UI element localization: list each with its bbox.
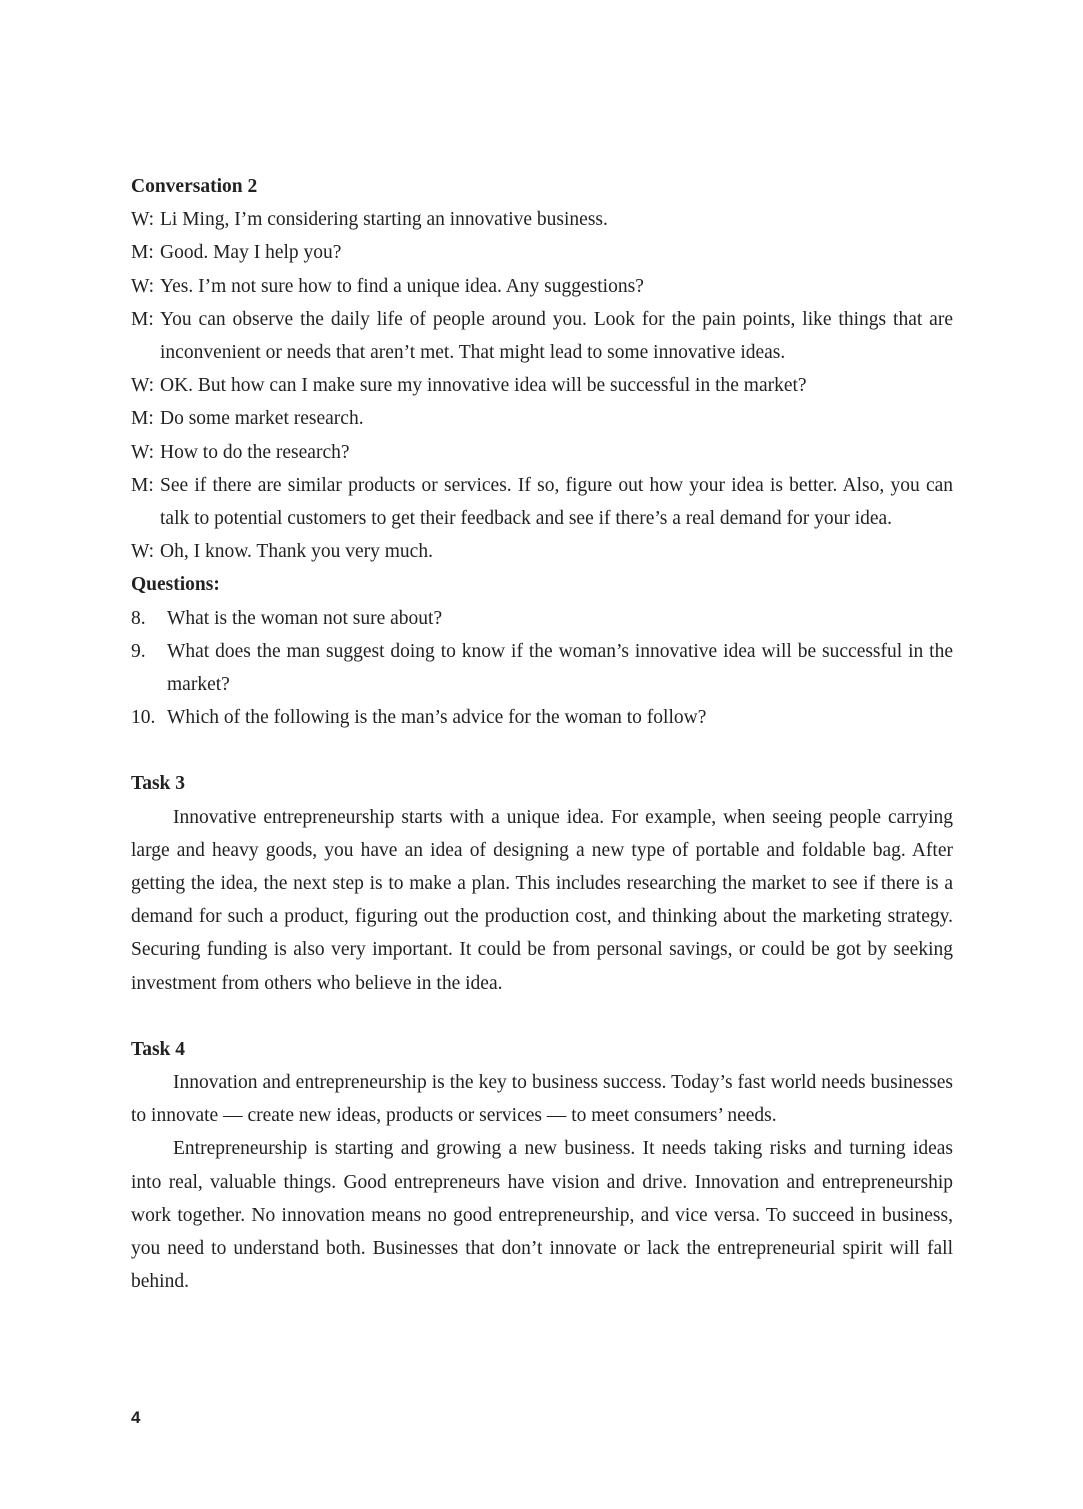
question-item bbox=[131, 602, 953, 635]
task4-title: Task 4 bbox=[131, 1038, 186, 1060]
speaker-label: W: bbox=[131, 541, 155, 563]
dialogue-turn bbox=[131, 402, 953, 435]
speaker-label: M: bbox=[131, 474, 154, 496]
dialogue-turn bbox=[131, 535, 953, 568]
question-item bbox=[131, 635, 953, 701]
speaker-label: M: bbox=[131, 408, 154, 430]
task3-paragraph: Innovative entrepreneurship starts with a unique idea. For example, when seeing people carrying large and heavy goods, you have an idea of designing a new type of portable and foldable bag. After getting the idea, the next step is to make a plan. This includes researching the market to see if there is a demand for such a product, figuring out the production cost, and thinking about the marketing strategy. Securing funding is also very important. It could be from personal savings, or could be got by seeking investment from others who believe in the idea. bbox=[131, 806, 953, 994]
speaker-label: M: bbox=[131, 242, 154, 264]
question-number: 10. bbox=[131, 707, 156, 729]
page-number: 4 bbox=[131, 1408, 141, 1427]
dialogue-text: See if there are similar products or services. If so, figure out how your idea is better. Also, you can talk to potential customers to get their feedback and see if there’s a real demand for your idea. bbox=[160, 474, 953, 530]
dialogue-turn bbox=[131, 303, 953, 369]
dialogue-turn bbox=[131, 236, 953, 269]
speaker-label: W: bbox=[131, 209, 155, 231]
section-spacer bbox=[131, 1000, 953, 1033]
dialogue-text: Yes. I’m not sure how to find a unique idea. Any suggestions? bbox=[160, 275, 644, 297]
speaker-label: W: bbox=[131, 275, 155, 297]
question-number: 9. bbox=[131, 640, 146, 662]
dialogue-text: Do some market research. bbox=[160, 408, 364, 430]
dialogue-text: You can observe the daily life of people around you. Look for the pain points, like things that are inconvenient or needs that aren’t met. That might lead to some innovative ideas. bbox=[160, 308, 953, 364]
speaker-label: W: bbox=[131, 375, 155, 397]
dialogue-turn bbox=[131, 369, 953, 402]
conversation-title: Conversation 2 bbox=[131, 176, 258, 197]
question-number: 8. bbox=[131, 607, 146, 629]
dialogue-turn bbox=[131, 469, 953, 535]
page-content bbox=[131, 170, 953, 1299]
question-text: What does the man suggest doing to know if the woman’s innovative idea will be successful in the market? bbox=[167, 640, 953, 696]
section-spacer bbox=[131, 734, 953, 767]
dialogue-text: Good. May I help you? bbox=[160, 242, 342, 264]
questions-title: Questions: bbox=[131, 574, 220, 596]
dialogue-turn bbox=[131, 436, 953, 469]
question-text: Which of the following is the man’s advice for the woman to follow? bbox=[167, 707, 707, 729]
question-item bbox=[131, 701, 953, 734]
dialogue-text: OK. But how can I make sure my innovative idea will be successful in the market? bbox=[160, 375, 807, 397]
task3-title: Task 3 bbox=[131, 773, 186, 795]
speaker-label: W: bbox=[131, 441, 155, 463]
dialogue-text: Oh, I know. Thank you very much. bbox=[160, 541, 433, 563]
question-text: What is the woman not sure about? bbox=[167, 607, 443, 629]
dialogue-turn bbox=[131, 270, 953, 303]
dialogue-turn bbox=[131, 203, 953, 236]
speaker-label: M: bbox=[131, 308, 154, 330]
dialogue-text: How to do the research? bbox=[160, 441, 350, 463]
dialogue-text: Li Ming, I’m considering starting an innovative business. bbox=[160, 209, 608, 231]
task4-paragraph: Entrepreneurship is starting and growing a new business. It needs taking risks and turning ideas into real, valuable things. Good entrepreneurs have vision and drive. Innovation and entrepreneurship work together. No innovation means no good entrepreneurship, and vice versa. To succeed in business, you need to understand both. Businesses that don’t innovate or lack the entrepreneurial spirit will fall behind. bbox=[131, 1138, 953, 1293]
task4-paragraph: Innovation and entrepreneurship is the key to business success. Today’s fast world needs businesses to innovate — create new ideas, products or services — to meet consumers’ needs. bbox=[131, 1072, 953, 1127]
